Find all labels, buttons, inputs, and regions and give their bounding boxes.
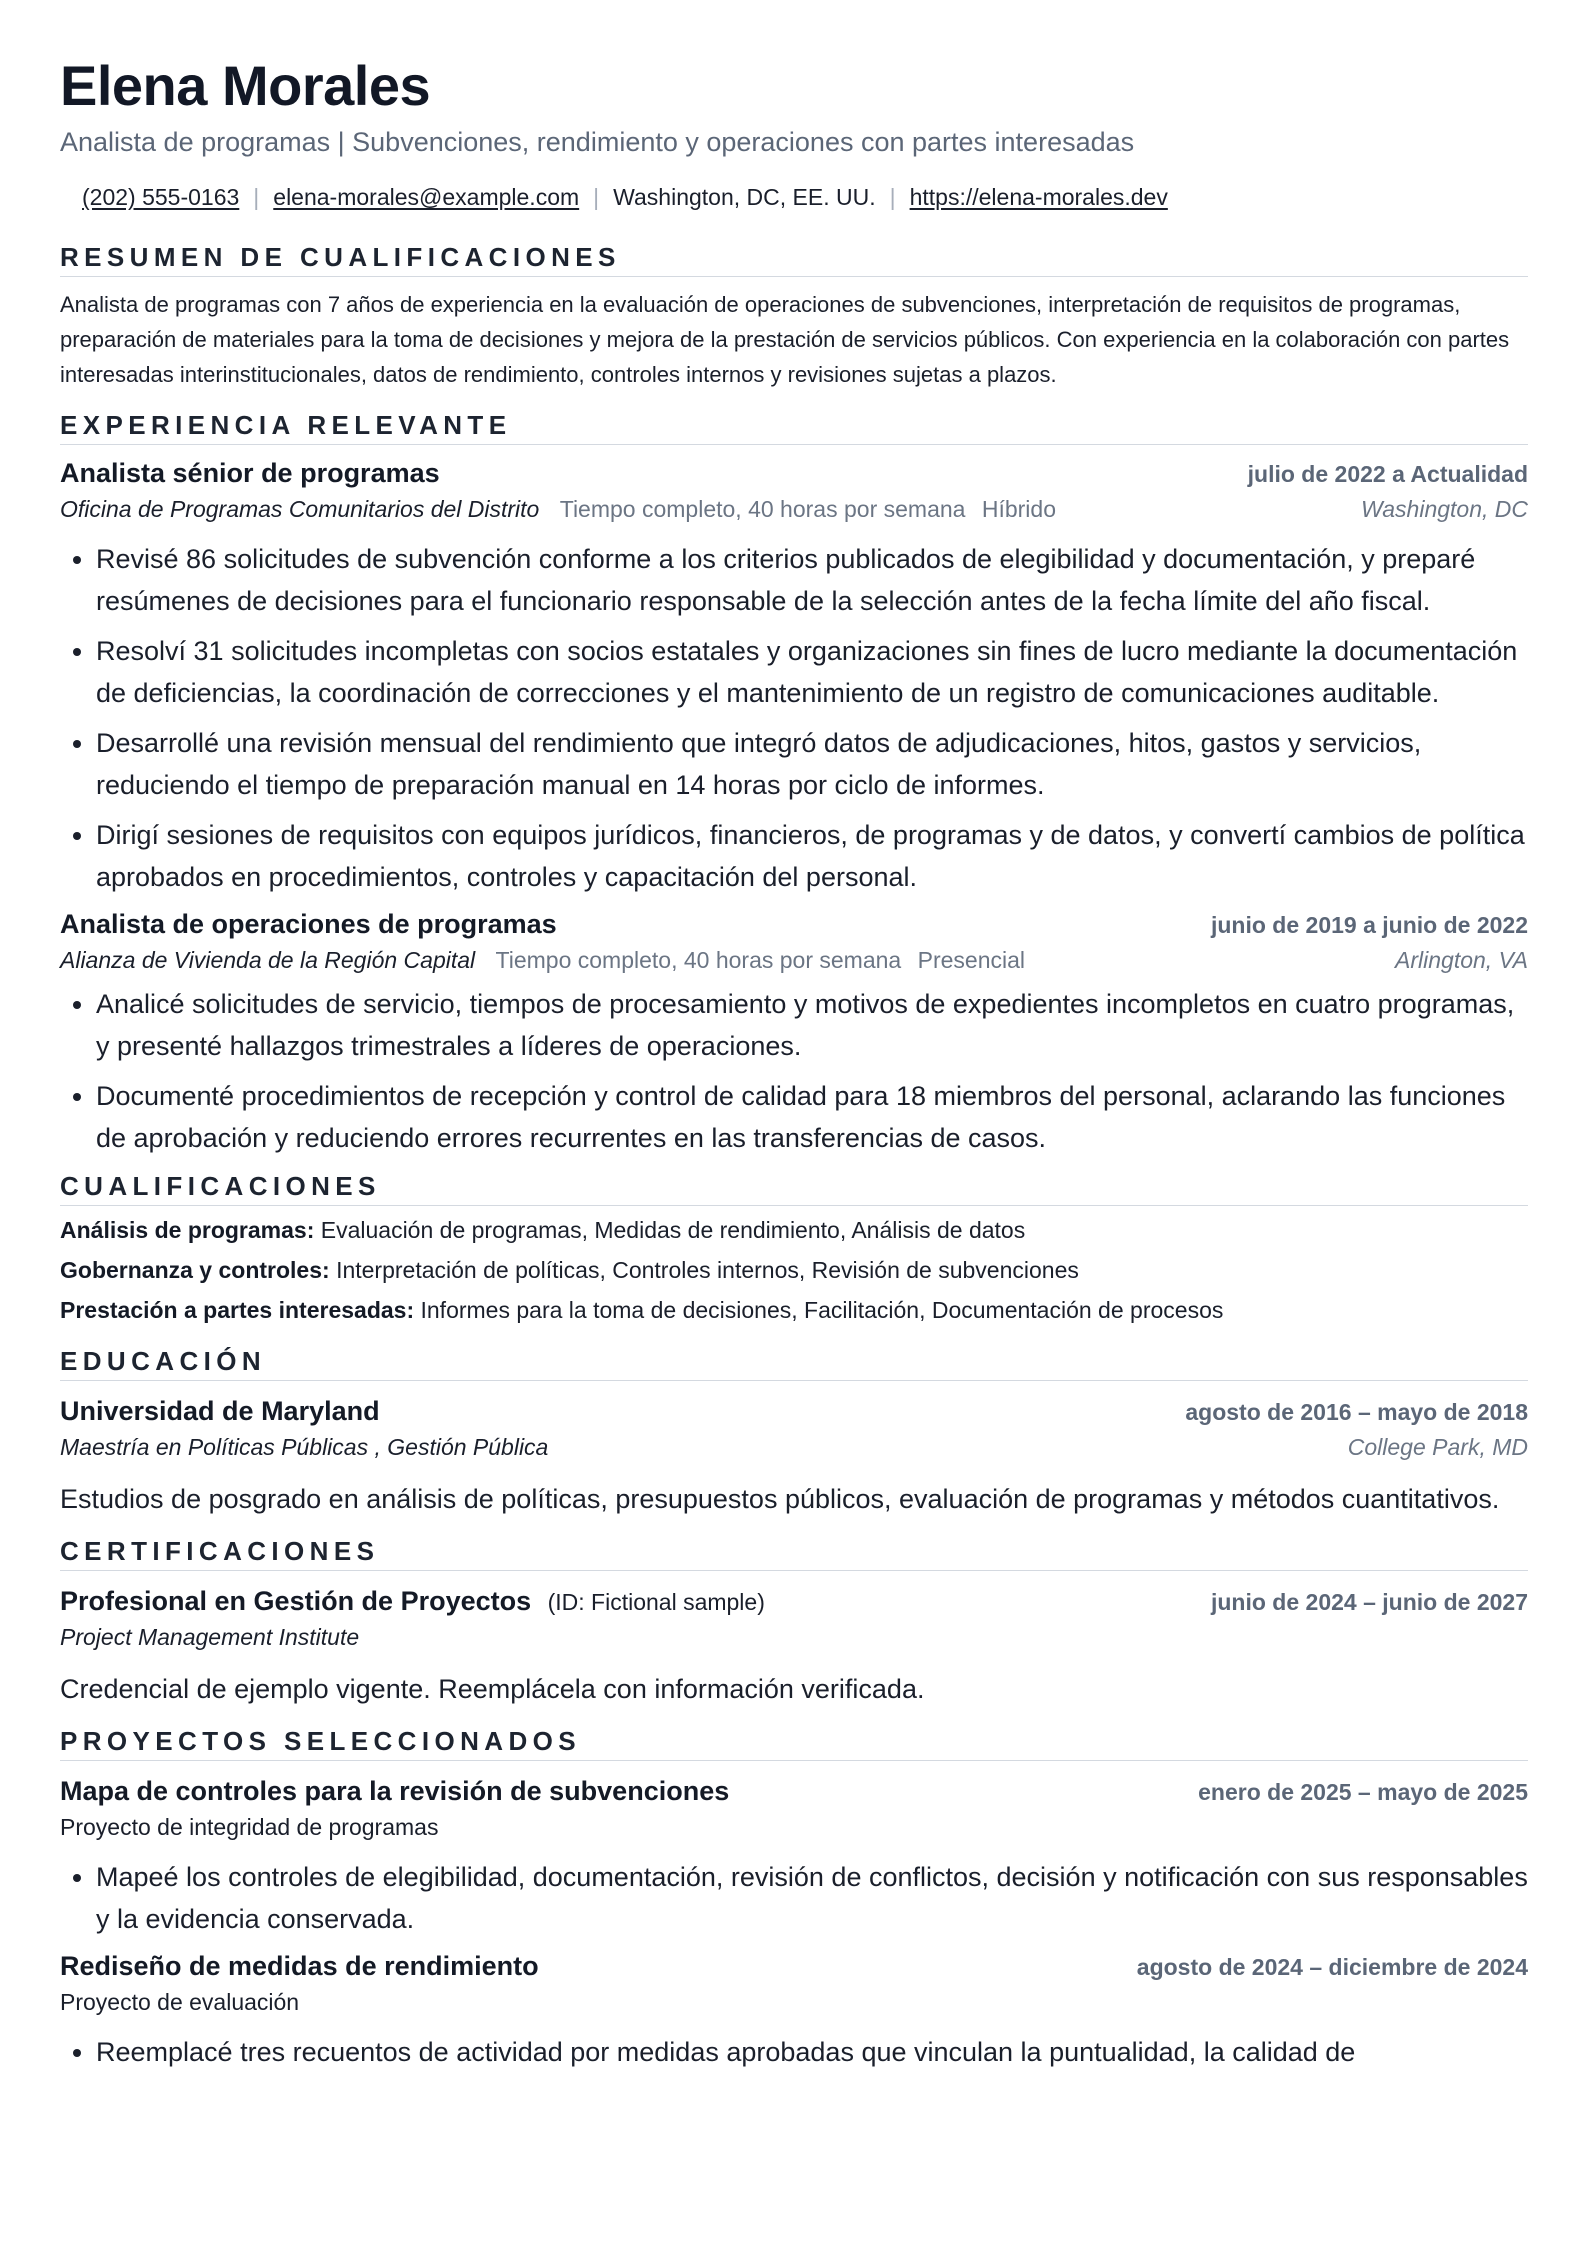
project-dates: enero de 2025 – mayo de 2025 — [1198, 1779, 1528, 1805]
bullet-item: • Analicé solicitudes de servicio, tiempos de procesamiento y motivos de expedientes incompletos en cuatro programas, y presenté hallazgos trimestrales a líderes de operaciones. — [96, 983, 1528, 1067]
skill-label: Gobernanza y controles: — [60, 1257, 330, 1283]
skills-list — [60, 1210, 1528, 1330]
skill-row — [60, 1250, 1528, 1290]
contact-separator: | — [889, 184, 896, 210]
bullet-item: • Desarrollé una revisión mensual del rendimiento que integró datos de adjudicaciones, hitos, gastos y servicios, reduciendo el tiempo de preparación manual en 14 horas por ciclo de informes. — [96, 722, 1528, 806]
project-bullets — [60, 1856, 1528, 1940]
contact-separator: | — [253, 184, 260, 210]
employer: Oficina de Programas Comunitarios del Distrito — [60, 496, 540, 522]
education-dates: agosto de 2016 – mayo de 2018 — [1185, 1399, 1528, 1425]
experience-section-title: EXPERIENCIA RELEVANTE — [60, 408, 1528, 445]
skill-label: Prestación a partes interesadas: — [60, 1297, 415, 1323]
school-name: Universidad de Maryland — [60, 1396, 380, 1426]
job-dates: julio de 2022 a Actualidad — [1247, 461, 1528, 487]
website-link[interactable]: https://elena-morales.dev — [909, 184, 1168, 210]
degree: Maestría en Políticas Públicas , Gestión Pública — [60, 1434, 549, 1460]
candidate-name: Elena Morales — [60, 54, 431, 117]
project-title: Mapa de controles para la revisión de subvenciones — [60, 1776, 730, 1806]
skill-row — [60, 1290, 1528, 1330]
job-location: Arlington, VA — [1395, 947, 1528, 973]
education-section-title: EDUCACIÓN — [60, 1344, 1528, 1381]
project-bullets — [60, 2031, 1528, 2073]
skill-row — [60, 1210, 1528, 1250]
education-entry — [60, 1393, 1528, 1520]
employment-type: Tiempo completo, 40 horas por semana — [495, 947, 902, 973]
education-description: Estudios de posgrado en análisis de políticas, presupuestos públicos, evaluación de programas y métodos cuantitativos. — [60, 1484, 1500, 1514]
contact-bar — [60, 182, 1528, 212]
headline: Analista de programas | Subvenciones, rendimiento y operaciones con partes interesadas — [60, 127, 1135, 157]
employer: Alianza de Vivienda de la Región Capital — [60, 947, 476, 973]
project-subtitle: Proyecto de integridad de programas — [60, 1814, 439, 1840]
project-entry — [60, 1948, 1528, 2073]
bullet-item: • Revisé 86 solicitudes de subvención conforme a los criterios publicados de elegibilidad y documentación, y preparé resúmenes de decisiones para el funcionario responsable de la selección antes de la fecha límite del año fiscal. — [96, 538, 1528, 622]
summary-section-title: RESUMEN DE CUALIFICACIONES — [60, 240, 1528, 277]
skill-value: Evaluación de programas, Medidas de rendimiento, Análisis de datos — [320, 1217, 1026, 1243]
job-bullets — [60, 538, 1528, 898]
experience-entry — [60, 906, 1528, 1159]
job-location: Washington, DC — [1360, 496, 1528, 522]
skills-section-title: CUALIFICACIONES — [60, 1169, 1528, 1206]
project-entry — [60, 1773, 1528, 1940]
summary-text: Analista de programas con 7 años de experiencia en la evaluación de operaciones de subvenciones, interpretación de requisitos de programas, preparación de materiales para la toma de decisiones y mejora de la prestación de servicios públicos. Con experiencia en la colaboración con partes interesadas interinstitucionales, datos de rendimiento, controles internos y revisiones sujetas a plazos. — [60, 292, 1510, 387]
bullet-item: • Mapeé los controles de elegibilidad, documentación, revisión de conflictos, decisión y notificación con sus responsables y la evidencia conservada. — [96, 1856, 1528, 1940]
bullet-item: • Dirigí sesiones de requisitos con equipos jurídicos, financieros, de programas y de datos, y convertí cambios de política aprobados en procedimientos, controles y capacitación del personal. — [96, 814, 1528, 898]
project-title: Rediseño de medidas de rendimiento — [60, 1951, 539, 1981]
projects-section-title: PROYECTOS SELECCIONADOS — [60, 1724, 1528, 1761]
bullet-item: • Reemplacé tres recuentos de actividad por medidas aprobadas que vinculan la puntualidad, la calidad de — [96, 2031, 1528, 2073]
experience-entry — [60, 455, 1528, 898]
employment-type: Tiempo completo, 40 horas por semana — [559, 496, 966, 522]
certification-entry — [60, 1583, 1528, 1710]
certification-issuer: Project Management Institute — [60, 1624, 360, 1650]
contact-separator: | — [593, 184, 600, 210]
bullet-item: • Documenté procedimientos de recepción y control de calidad para 18 miembros del personal, aclarando las funciones de aprobación y reduciendo errores recurrentes en las transferencias de casos. — [96, 1075, 1528, 1159]
location-text: Washington, DC, EE. UU. — [613, 184, 876, 210]
work-mode: Presencial — [917, 947, 1026, 973]
job-dates: junio de 2019 a junio de 2022 — [1210, 912, 1528, 938]
project-dates: agosto de 2024 – diciembre de 2024 — [1136, 1954, 1528, 1980]
skill-value: Informes para la toma de decisiones, Facilitación, Documentación de procesos — [420, 1297, 1224, 1323]
email-link[interactable]: elena-morales@example.com — [273, 184, 580, 210]
project-subtitle: Proyecto de evaluación — [60, 1989, 300, 2015]
certification-dates: junio de 2024 – junio de 2027 — [1210, 1589, 1528, 1615]
certification-name: Profesional en Gestión de Proyectos — [60, 1586, 532, 1616]
certification-description: Credencial de ejemplo vigente. Reemplácela con información verificada. — [60, 1674, 925, 1704]
skill-label: Análisis de programas: — [60, 1217, 315, 1243]
job-title: Analista de operaciones de programas — [60, 909, 557, 939]
skill-value: Interpretación de políticas, Controles internos, Revisión de subvenciones — [336, 1257, 1079, 1283]
work-mode: Híbrido — [981, 496, 1056, 522]
phone-link[interactable]: (202) 555-0163 — [82, 184, 240, 210]
bullet-item: • Resolví 31 solicitudes incompletas con socios estatales y organizaciones sin fines de lucro mediante la documentación de deficiencias, la coordinación de correcciones y el mantenimiento de un registro de comunicaciones auditable. — [96, 630, 1528, 714]
job-bullets — [60, 983, 1528, 1159]
certifications-section-title: CERTIFICACIONES — [60, 1534, 1528, 1571]
certification-id: (ID: Fictional sample) — [547, 1589, 765, 1615]
education-location: College Park, MD — [1347, 1434, 1528, 1460]
job-title: Analista sénior de programas — [60, 458, 440, 488]
